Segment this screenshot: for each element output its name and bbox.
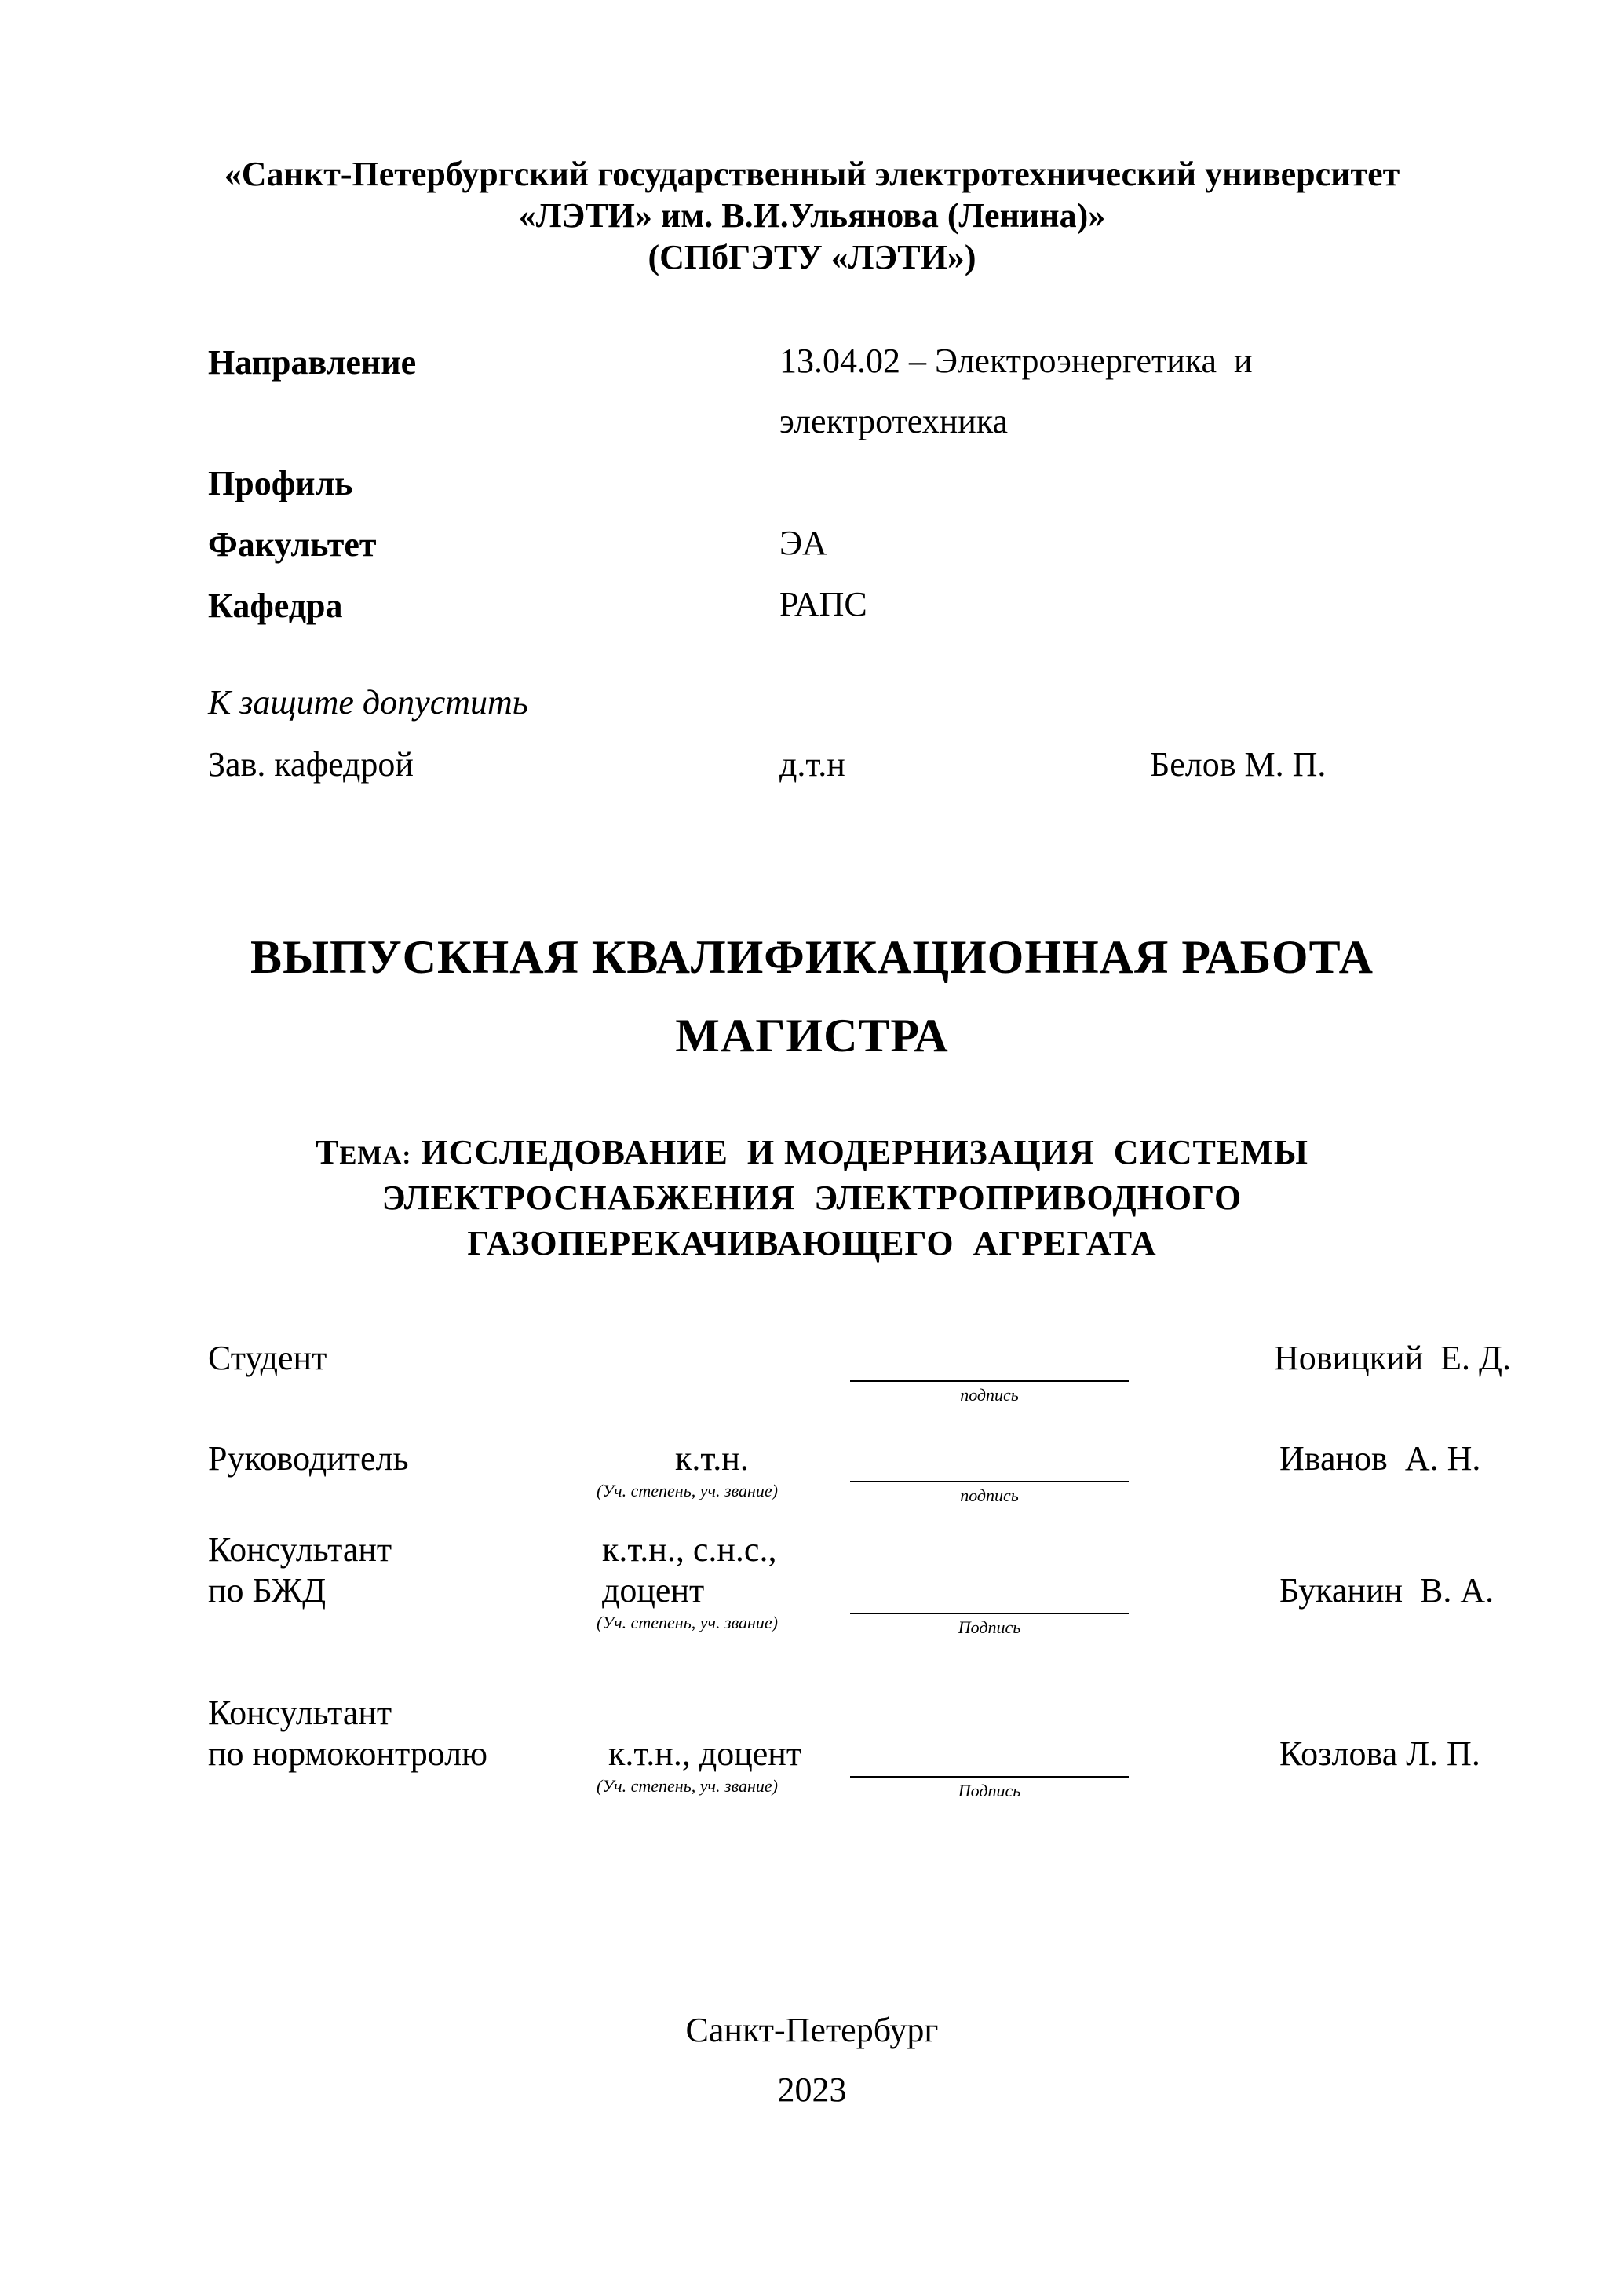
footer-city: Санкт-Петербург — [685, 2011, 939, 2049]
topic-line1 — [0, 1131, 1624, 1178]
consultant-norms-signature-caption: Подпись — [958, 1781, 1021, 1800]
university-abbreviation: (СПбГЭТУ «ЛЭТИ») — [648, 238, 976, 276]
consultant-safety-role-line2: по БЖД — [208, 1571, 327, 1610]
direction-label: Направление — [208, 343, 417, 382]
direction-value-line1: 13.04.02 – Электроэнергетика и — [779, 342, 1253, 380]
topic-line3: ГАЗОПЕРЕКАЧИВАЮЩЕГО АГРЕГАТА — [467, 1224, 1157, 1263]
faculty-value: ЭА — [779, 524, 827, 562]
supervisor-signature-line — [850, 1481, 1129, 1482]
document-type-line2: МАГИСТРА — [675, 1010, 949, 1062]
supervisor-role: Руководитель — [208, 1439, 409, 1478]
university-name-line1: «Санкт-Петербургский государственный электротехнический университет — [224, 155, 1400, 193]
topic-line1-text: ИССЛЕДОВАНИЕ И МОДЕРНИЗАЦИЯ СИСТЕМЫ — [421, 1133, 1308, 1171]
consultant-norms-degree: к.т.н., доцент — [608, 1734, 802, 1773]
university-name-line2: «ЛЭТИ» им. В.И.Ульянова (Ленина)» — [518, 196, 1106, 235]
consultant-norms-role-line1: Консультант — [208, 1694, 392, 1732]
admit-to-defense: К защите допустить — [208, 683, 528, 722]
head-of-department-name: Белов М. П. — [1150, 745, 1327, 784]
supervisor-degree-caption: (Уч. степень, уч. звание) — [597, 1481, 778, 1500]
supervisor-degree: к.т.н. — [675, 1439, 749, 1478]
direction-value-line2: электротехника — [779, 402, 1009, 440]
topic-prefix-rest: ЕМА: — [339, 1142, 412, 1170]
student-name: Новицкий Е. Д. — [1274, 1339, 1512, 1377]
consultant-norms-role-line2: по нормоконтролю — [208, 1734, 487, 1773]
topic-line2: ЭЛЕКТРОСНАБЖЕНИЯ ЭЛЕКТРОПРИВОДНОГО — [381, 1179, 1243, 1217]
student-signature-caption: подпись — [960, 1385, 1019, 1405]
consultant-safety-role-line1: Консультант — [208, 1530, 392, 1569]
consultant-safety-name: Буканин В. А. — [1279, 1571, 1494, 1610]
supervisor-name: Иванов А. Н. — [1279, 1439, 1481, 1478]
consultant-norms-degree-caption: (Уч. степень, уч. звание) — [597, 1776, 778, 1796]
consultant-safety-degree-line2: доцент — [602, 1571, 705, 1610]
department-label: Кафедра — [208, 587, 343, 625]
head-of-department-label: Зав. кафедрой — [208, 745, 414, 784]
topic-prefix-first: Т — [316, 1133, 340, 1171]
profile-label: Профиль — [208, 464, 353, 502]
consultant-safety-signature-line — [850, 1613, 1129, 1614]
consultant-safety-degree-line1: к.т.н., с.н.с., — [602, 1530, 777, 1569]
supervisor-signature-caption: подпись — [960, 1486, 1019, 1505]
consultant-safety-degree-caption: (Уч. степень, уч. звание) — [597, 1613, 778, 1632]
consultant-norms-name: Козлова Л. П. — [1279, 1734, 1480, 1773]
consultant-safety-signature-caption: Подпись — [958, 1617, 1021, 1637]
student-role: Студент — [208, 1339, 327, 1377]
head-of-department-degree: д.т.н — [779, 745, 845, 784]
faculty-label: Факультет — [208, 525, 377, 564]
document-type-line1: ВЫПУСКНАЯ КВАЛИФИКАЦИОННАЯ РАБОТА — [250, 931, 1374, 983]
consultant-norms-signature-line — [850, 1776, 1129, 1778]
student-signature-line — [850, 1380, 1129, 1382]
footer-year: 2023 — [777, 2070, 847, 2109]
department-value: РАПС — [779, 585, 867, 623]
